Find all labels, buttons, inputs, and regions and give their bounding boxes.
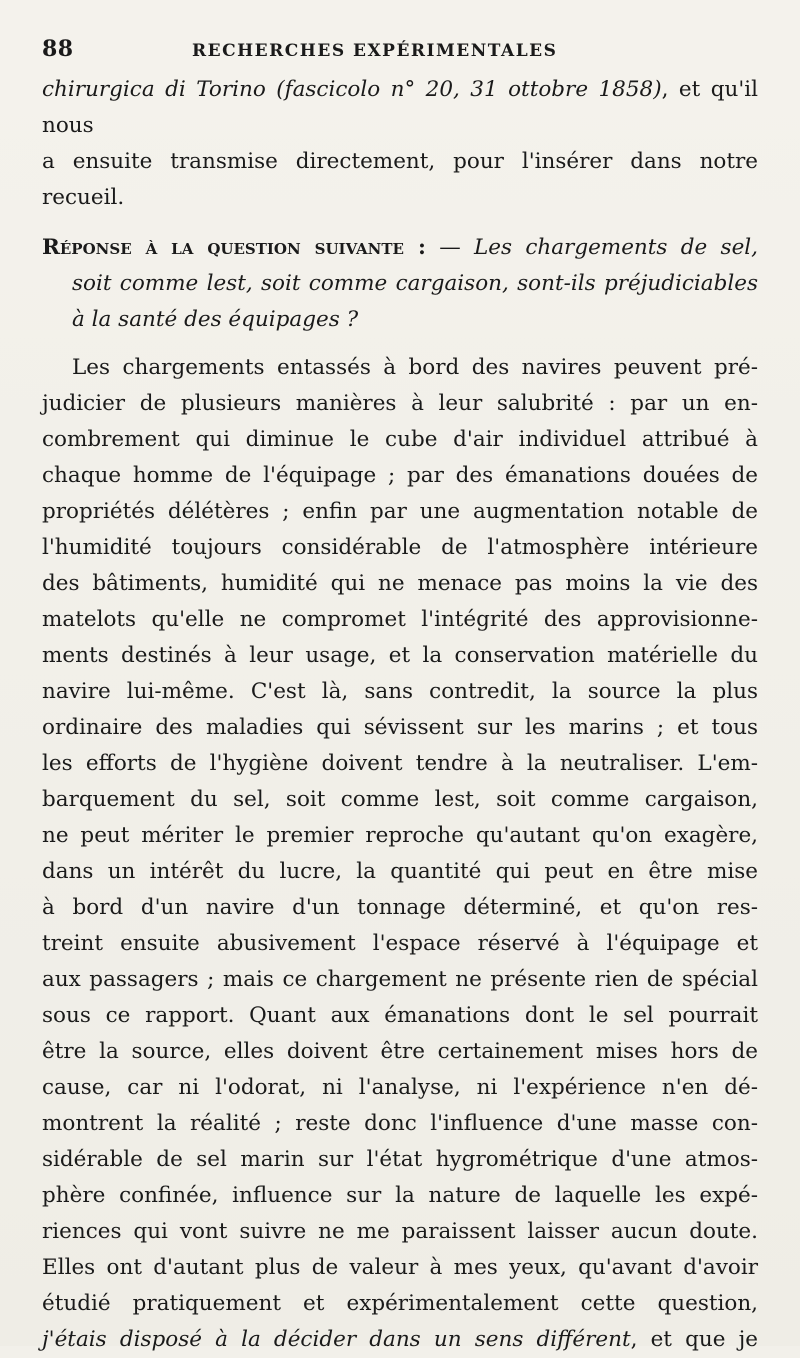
body-line: propriétés délétères ; enfin par une augmentation notable de: [42, 499, 758, 524]
body-line: ordinaire des maladies qui sévissent sur les marins ; et tous: [42, 715, 758, 740]
intro-line-1: chirurgica di Torino (fascicolo n° 20, 31 ottobre 1858), et qu'il nous: [42, 77, 758, 138]
body-line: l'humidité toujours considérable de l'atmosphère intérieure: [42, 535, 758, 560]
body-line: matelots qu'elle ne compromet l'intégrité des approvisionne-: [42, 607, 758, 632]
body-line: étudié pratiquement et expérimentalement cette question,: [42, 1291, 758, 1316]
body-line: combrement qui diminue le cube d'air individuel attribué à: [42, 427, 758, 452]
body-line: riences qui vont suivre ne me paraissent laisser aucun doute.: [42, 1219, 758, 1244]
body-line: dans un intérêt du lucre, la quantité qui peut en être mise: [42, 859, 758, 884]
body-line: à bord d'un navire d'un tonnage déterminé, et qu'on res-: [42, 895, 758, 920]
intro-line-2: a ensuite transmise directement, pour l'insérer dans notre recueil.: [42, 149, 758, 210]
body-line: ne peut mériter le premier reproche qu'autant qu'on exagère,: [42, 823, 758, 848]
body-line: navire lui-même. C'est là, sans contredit, la source la plus: [42, 679, 758, 704]
body-line: sidérable de sel marin sur l'état hygrométrique d'une atmos-: [42, 1147, 758, 1172]
question-line-3: à la santé des équipages ?: [72, 307, 359, 332]
body-line: Les chargements entassés à bord des navires peuvent pré-: [72, 355, 758, 380]
body-line: être la source, elles doivent être certainement mises hors de: [42, 1039, 758, 1064]
intro-paragraph: [42, 72, 758, 216]
running-head: [42, 36, 758, 70]
journal-citation: chirurgica di Torino (fascicolo n° 20, 31 ottobre 1858): [42, 77, 662, 102]
body-line: cause, car ni l'odorat, ni l'analyse, ni l'expérience n'en dé-: [42, 1075, 758, 1100]
question-heading: Réponse à la question suivante :: [42, 235, 426, 260]
body-line-last: j'étais disposé à la décider dans un sens différent, et que je: [42, 1327, 758, 1352]
body-line: aux passagers ; mais ce chargement ne présente rien de spécial: [42, 967, 758, 992]
body-line: montrent la réalité ; reste donc l'influence d'une masse con-: [42, 1111, 758, 1136]
body-line: treint ensuite abusivement l'espace réservé à l'équipage et: [42, 931, 758, 956]
question-heading-block: [42, 230, 758, 338]
body-line: phère confinée, influence sur la nature de laquelle les expé-: [42, 1183, 758, 1208]
page-number: 88: [42, 36, 74, 62]
question-line-1: Réponse à la question suivante : — Les chargements de sel,: [42, 235, 759, 260]
body-line: ments destinés à leur usage, et la conservation matérielle du: [42, 643, 758, 668]
italic-phrase: j'étais disposé à la décider dans un sens différent: [42, 1327, 631, 1352]
body-line: les efforts de l'hygiène doivent tendre à la neutraliser. L'em-: [42, 751, 758, 776]
question-line-2: soit comme lest, soit comme cargaison, sont-ils préjudiciables: [72, 271, 758, 296]
body-line: judicier de plusieurs manières à leur salubrité : par un en-: [42, 391, 758, 416]
body-line: chaque homme de l'équipage ; par des émanations douées de: [42, 463, 758, 488]
body-line: des bâtiments, humidité qui ne menace pas moins la vie des: [42, 571, 758, 596]
body-line: Elles ont d'autant plus de valeur à mes yeux, qu'avant d'avoir: [42, 1255, 758, 1280]
running-title: RECHERCHES EXPÉRIMENTALES: [192, 41, 558, 61]
body-paragraph: [42, 350, 758, 1358]
body-line: barquement du sel, soit comme lest, soit comme cargaison,: [42, 787, 758, 812]
body-line: sous ce rapport. Quant aux émanations dont le sel pourrait: [42, 1003, 758, 1028]
